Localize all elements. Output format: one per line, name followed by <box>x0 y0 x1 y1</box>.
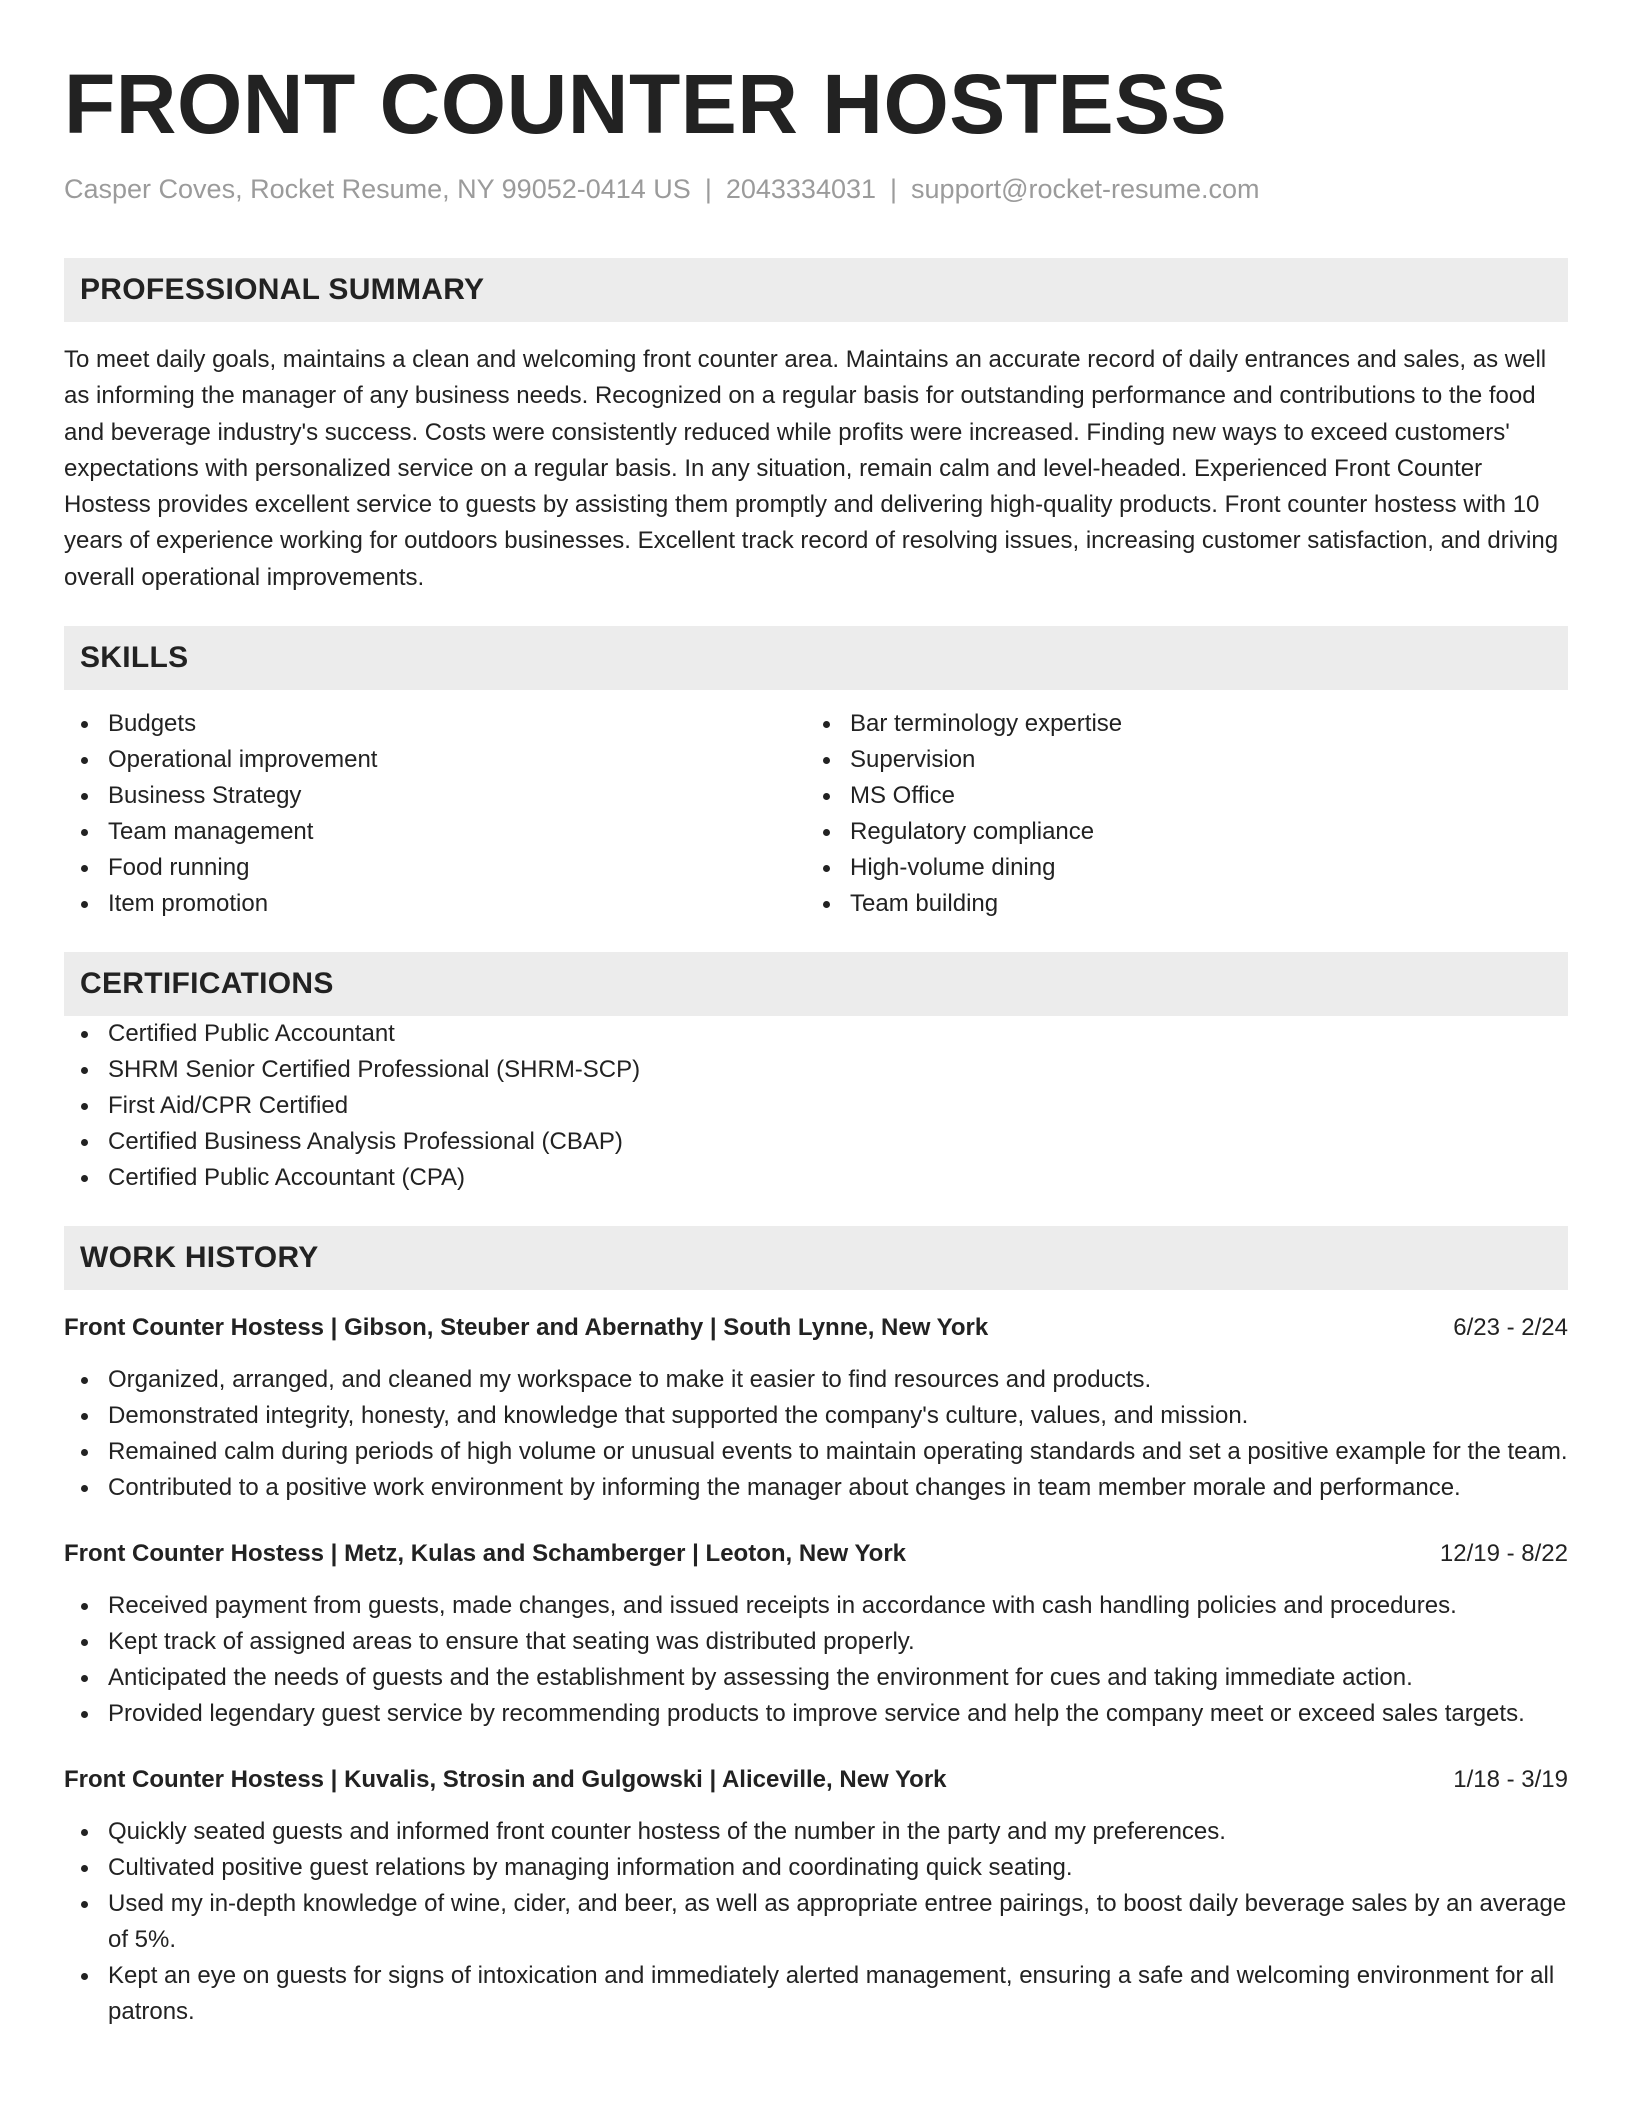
job-title: Front Counter Hostess | Gibson, Steuber and Abernathy | South Lynne, New York <box>64 1314 989 1342</box>
section-heading-skills: SKILLS <box>64 626 1568 690</box>
job-bullets <box>64 1362 1568 1506</box>
job-bullets <box>64 1588 1568 1732</box>
skills-grid <box>64 706 1568 922</box>
skill-item: High-volume dining <box>806 850 1548 886</box>
skill-item: Food running <box>64 850 806 886</box>
certification-item: First Aid/CPR Certified <box>64 1088 1568 1124</box>
job-bullet: Quickly seated guests and informed front counter hostess of the number in the party and my preferences. <box>64 1814 1568 1850</box>
contact-email: support@rocket-resume.com <box>911 174 1260 204</box>
certification-item: Certified Business Analysis Professional (CBAP) <box>64 1124 1568 1160</box>
skill-item: Supervision <box>806 742 1548 778</box>
job-header <box>64 1762 1568 1798</box>
job-bullet: Remained calm during periods of high volume or unusual events to maintain operating standards and set a positive example for the team. <box>64 1434 1568 1470</box>
skill-item: Business Strategy <box>64 778 806 814</box>
certification-item: Certified Public Accountant (CPA) <box>64 1160 1568 1196</box>
job-dates: 6/23 - 2/24 <box>1453 1314 1568 1342</box>
job-bullet: Kept track of assigned areas to ensure that seating was distributed properly. <box>64 1624 1568 1660</box>
job-dates: 1/18 - 3/19 <box>1453 1766 1568 1794</box>
skills-column-right <box>806 706 1548 922</box>
section-heading-work-history: WORK HISTORY <box>64 1226 1568 1290</box>
skill-item: Team building <box>806 886 1548 922</box>
contact-line <box>64 172 1568 206</box>
skill-item: Item promotion <box>64 886 806 922</box>
job-title: Front Counter Hostess | Kuvalis, Strosin and Gulgowski | Aliceville, New York <box>64 1766 947 1794</box>
job-header <box>64 1310 1568 1346</box>
skills-column-left <box>64 706 806 922</box>
certification-item: Certified Public Accountant <box>64 1016 1568 1052</box>
contact-separator: | <box>704 174 712 204</box>
summary-text: To meet daily goals, maintains a clean and welcoming front counter area. Maintains an accurate record of daily entrances and sales, as well as informing the manager of any business needs. Recognized on a regular basis for outstanding performance and contributions to the food and beverage industry's success. Costs were consistently reduced while profits were increased. Finding new ways to exceed customers' expectations with personalized service on a regular basis. In any situation, remain calm and level-headed. Experienced Front Counter Hostess provides excellent service to guests by assisting them promptly and delivering high-quality products. Front counter hostess with 10 years of experience working for outdoors businesses. Excellent track record of resolving issues, increasing customer satisfaction, and driving overall operational improvements. <box>64 346 1559 591</box>
job-entry <box>64 1310 1568 1506</box>
job-bullet: Anticipated the needs of guests and the establishment by assessing the environment for cues and taking immediate action. <box>64 1660 1568 1696</box>
job-bullets <box>64 1814 1568 2030</box>
skill-item: Regulatory compliance <box>806 814 1548 850</box>
skill-item: Team management <box>64 814 806 850</box>
job-bullet: Organized, arranged, and cleaned my workspace to make it easier to find resources and products. <box>64 1362 1568 1398</box>
job-dates: 12/19 - 8/22 <box>1439 1540 1568 1568</box>
job-entry <box>64 1536 1568 1732</box>
job-bullet: Contributed to a positive work environment by informing the manager about changes in team member morale and performance. <box>64 1470 1568 1506</box>
job-header <box>64 1536 1568 1572</box>
contact-address: Casper Coves, Rocket Resume, NY 99052-0414 US <box>64 174 691 204</box>
certifications-list <box>64 1016 1568 1196</box>
job-title: Front Counter Hostess | Metz, Kulas and Schamberger | Leoton, New York <box>64 1540 907 1568</box>
section-heading-summary: PROFESSIONAL SUMMARY <box>64 258 1568 322</box>
job-bullet: Demonstrated integrity, honesty, and knowledge that supported the company's culture, values, and mission. <box>64 1398 1568 1434</box>
job-bullet: Kept an eye on guests for signs of intoxication and immediately alerted management, ensuring a safe and welcoming environment for all patrons. <box>64 1958 1568 2030</box>
skill-item: Operational improvement <box>64 742 806 778</box>
job-bullet: Provided legendary guest service by recommending products to improve service and help the company meet or exceed sales targets. <box>64 1696 1568 1732</box>
skill-item: MS Office <box>806 778 1548 814</box>
section-heading-certifications: CERTIFICATIONS <box>64 952 1568 1016</box>
job-entry <box>64 1762 1568 2030</box>
skill-item: Bar terminology expertise <box>806 706 1548 742</box>
contact-phone: 2043334031 <box>725 174 877 204</box>
resume-name: FRONT COUNTER HOSTESS <box>64 57 1228 151</box>
job-bullet: Received payment from guests, made changes, and issued receipts in accordance with cash handling policies and procedures. <box>64 1588 1568 1624</box>
contact-separator: | <box>890 174 898 204</box>
skill-item: Budgets <box>64 706 806 742</box>
certification-item: SHRM Senior Certified Professional (SHRM-SCP) <box>64 1052 1568 1088</box>
job-bullet: Cultivated positive guest relations by managing information and coordinating quick seating. <box>64 1850 1568 1886</box>
job-bullet: Used my in-depth knowledge of wine, cider, and beer, as well as appropriate entree pairings, to boost daily beverage sales by an average of 5%. <box>64 1886 1568 1958</box>
